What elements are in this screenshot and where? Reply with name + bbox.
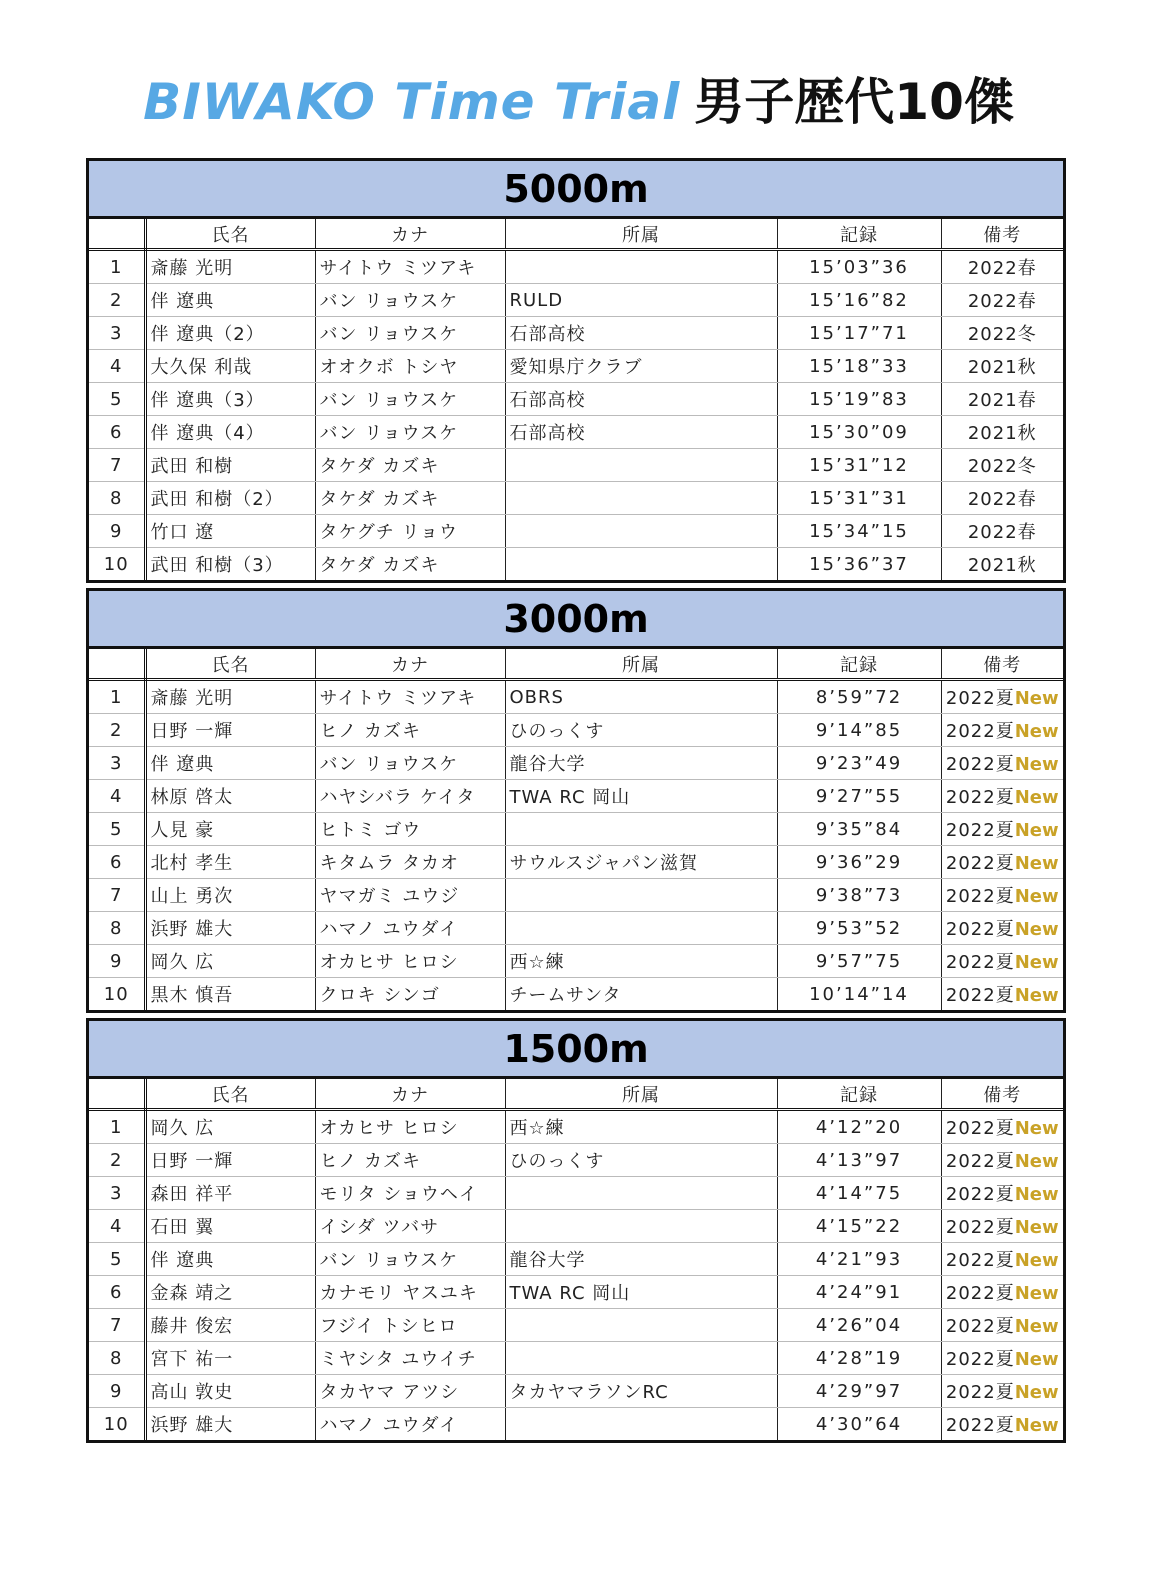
note-cell: [941, 1408, 1063, 1441]
rank-cell: 3: [89, 1177, 145, 1210]
team-cell: 愛知県庁クラブ: [505, 350, 777, 383]
team-cell: [505, 879, 777, 912]
new-badge: New: [1014, 1118, 1059, 1139]
name-cell: 伴 遼典（4）: [145, 416, 315, 449]
kana-cell: キタムラ タカオ: [315, 846, 505, 879]
kana-cell: バン リョウスケ: [315, 317, 505, 350]
rank-cell: 9: [89, 1375, 145, 1408]
name-cell: 武田 和樹（2）: [145, 482, 315, 515]
team-cell: [505, 449, 777, 482]
kana-cell: タケダ カズキ: [315, 548, 505, 581]
column-header-name: 氏名: [145, 1079, 315, 1110]
title-japanese: 男子歴代10傑: [694, 73, 1014, 131]
record-cell: 15’16”82: [777, 284, 941, 317]
table-row: [89, 846, 1063, 879]
name-cell: 高山 敦史: [145, 1375, 315, 1408]
rank-cell: 2: [89, 284, 145, 317]
name-cell: 林原 啓太: [145, 780, 315, 813]
table-row: [89, 879, 1063, 912]
header-row: [89, 1079, 1063, 1110]
name-cell: 武田 和樹（3）: [145, 548, 315, 581]
new-badge: New: [1014, 688, 1059, 709]
note-cell: [941, 284, 1063, 317]
record-cell: 15’31”31: [777, 482, 941, 515]
record-cell: 9’35”84: [777, 813, 941, 846]
note-cell: [941, 383, 1063, 416]
team-cell: 石部高校: [505, 317, 777, 350]
name-cell: 日野 一輝: [145, 714, 315, 747]
kana-cell: モリタ ショウヘイ: [315, 1177, 505, 1210]
record-cell: 15’36”37: [777, 548, 941, 581]
column-header-team: 所属: [505, 649, 777, 680]
record-cell: 4’15”22: [777, 1210, 941, 1243]
table-row: [89, 548, 1063, 581]
note-cell: [941, 846, 1063, 879]
column-header-team: 所属: [505, 219, 777, 250]
table-row: [89, 680, 1063, 714]
rank-cell: 6: [89, 416, 145, 449]
kana-cell: タケダ カズキ: [315, 449, 505, 482]
new-badge: New: [1014, 886, 1059, 907]
season-label: 2022春: [967, 522, 1037, 543]
note-cell: [941, 945, 1063, 978]
season-label: 2022夏: [945, 1250, 1015, 1271]
team-cell: 龍谷大学: [505, 1243, 777, 1276]
note-cell: [941, 1110, 1063, 1144]
season-label: 2022夏: [945, 1151, 1015, 1172]
record-cell: 15’19”83: [777, 383, 941, 416]
table-row: [89, 1408, 1063, 1441]
table-row: [89, 912, 1063, 945]
name-cell: 斎藤 光明: [145, 680, 315, 714]
kana-cell: オカヒサ ヒロシ: [315, 1110, 505, 1144]
page-title: [0, 72, 1157, 132]
season-label: 2022夏: [945, 1415, 1015, 1436]
rank-cell: 5: [89, 813, 145, 846]
name-cell: 岡久 広: [145, 945, 315, 978]
rank-cell: 7: [89, 879, 145, 912]
kana-cell: ハマノ ユウダイ: [315, 912, 505, 945]
ranking-table: [89, 1079, 1063, 1440]
new-badge: New: [1014, 820, 1059, 841]
rank-cell: 2: [89, 1144, 145, 1177]
team-cell: TWA RC 岡山: [505, 780, 777, 813]
new-badge: New: [1014, 985, 1059, 1006]
record-cell: 15’18”33: [777, 350, 941, 383]
rank-cell: 4: [89, 1210, 145, 1243]
note-cell: [941, 350, 1063, 383]
note-cell: [941, 1309, 1063, 1342]
record-cell: 4’13”97: [777, 1144, 941, 1177]
rank-cell: 2: [89, 714, 145, 747]
name-cell: 北村 孝生: [145, 846, 315, 879]
column-header-record: 記録: [777, 649, 941, 680]
season-label: 2022夏: [945, 754, 1015, 775]
rank-cell: 9: [89, 945, 145, 978]
kana-cell: タケグチ リョウ: [315, 515, 505, 548]
team-cell: [505, 1309, 777, 1342]
note-cell: [941, 813, 1063, 846]
rank-cell: 8: [89, 482, 145, 515]
table-row: [89, 482, 1063, 515]
table-row: [89, 1144, 1063, 1177]
column-header-record: 記録: [777, 219, 941, 250]
note-cell: [941, 1144, 1063, 1177]
name-cell: 伴 遼典（2）: [145, 317, 315, 350]
team-cell: 西☆練: [505, 1110, 777, 1144]
season-label: 2022夏: [945, 985, 1015, 1006]
record-cell: 9’14”85: [777, 714, 941, 747]
table-row: [89, 780, 1063, 813]
record-cell: 4’12”20: [777, 1110, 941, 1144]
title-english: BIWAKO Time Trial: [143, 73, 681, 131]
rank-cell: 10: [89, 548, 145, 581]
column-header-name: 氏名: [145, 649, 315, 680]
records-table-3000m: [86, 588, 1066, 1013]
name-cell: 浜野 雄大: [145, 912, 315, 945]
name-cell: 岡久 広: [145, 1110, 315, 1144]
kana-cell: ヒノ カズキ: [315, 1144, 505, 1177]
season-label: 2022冬: [967, 324, 1037, 345]
table-row: [89, 1210, 1063, 1243]
table-row: [89, 383, 1063, 416]
name-cell: 宮下 祐一: [145, 1342, 315, 1375]
table-row: [89, 515, 1063, 548]
column-header-kana: カナ: [315, 649, 505, 680]
column-header-name: 氏名: [145, 219, 315, 250]
season-label: 2022春: [967, 258, 1037, 279]
name-cell: 黒木 慎吾: [145, 978, 315, 1011]
note-cell: [941, 1342, 1063, 1375]
kana-cell: カナモリ ヤスユキ: [315, 1276, 505, 1309]
table-row: [89, 350, 1063, 383]
record-cell: 8’59”72: [777, 680, 941, 714]
name-cell: 石田 翼: [145, 1210, 315, 1243]
record-cell: 15’17”71: [777, 317, 941, 350]
table-row: [89, 449, 1063, 482]
record-cell: 9’36”29: [777, 846, 941, 879]
season-label: 2021秋: [967, 555, 1037, 576]
season-label: 2022夏: [945, 721, 1015, 742]
name-cell: 山上 勇次: [145, 879, 315, 912]
record-cell: 9’27”55: [777, 780, 941, 813]
record-cell: 4’29”97: [777, 1375, 941, 1408]
kana-cell: バン リョウスケ: [315, 1243, 505, 1276]
note-cell: [941, 680, 1063, 714]
rank-cell: 6: [89, 1276, 145, 1309]
team-cell: RULD: [505, 284, 777, 317]
team-cell: チームサンタ: [505, 978, 777, 1011]
table-row: [89, 284, 1063, 317]
team-cell: [505, 1342, 777, 1375]
new-badge: New: [1014, 1382, 1059, 1403]
season-label: 2022夏: [945, 787, 1015, 808]
table-row: [89, 1276, 1063, 1309]
header-row: [89, 219, 1063, 250]
team-cell: [505, 515, 777, 548]
team-cell: 西☆練: [505, 945, 777, 978]
rank-cell: 8: [89, 1342, 145, 1375]
column-header-kana: カナ: [315, 1079, 505, 1110]
kana-cell: ヤマガミ ユウジ: [315, 879, 505, 912]
new-badge: New: [1014, 787, 1059, 808]
table-row: [89, 1309, 1063, 1342]
kana-cell: タカヤマ アツシ: [315, 1375, 505, 1408]
records-table-1500m: [86, 1018, 1066, 1443]
table-row: [89, 250, 1063, 284]
column-header-kana: カナ: [315, 219, 505, 250]
name-cell: 藤井 俊宏: [145, 1309, 315, 1342]
new-badge: New: [1014, 1217, 1059, 1238]
season-label: 2022春: [967, 489, 1037, 510]
kana-cell: オカヒサ ヒロシ: [315, 945, 505, 978]
season-label: 2022夏: [945, 1217, 1015, 1238]
note-cell: [941, 879, 1063, 912]
name-cell: 伴 遼典: [145, 747, 315, 780]
kana-cell: サイトウ ミツアキ: [315, 680, 505, 714]
season-label: 2022夏: [945, 820, 1015, 841]
name-cell: 斎藤 光明: [145, 250, 315, 284]
table-row: [89, 978, 1063, 1011]
name-cell: 人見 豪: [145, 813, 315, 846]
note-cell: [941, 1177, 1063, 1210]
rank-cell: 6: [89, 846, 145, 879]
name-cell: 竹口 遼: [145, 515, 315, 548]
name-cell: 伴 遼典: [145, 1243, 315, 1276]
rank-cell: 1: [89, 250, 145, 284]
kana-cell: ミヤシタ ユウイチ: [315, 1342, 505, 1375]
record-cell: 15’30”09: [777, 416, 941, 449]
team-cell: [505, 1210, 777, 1243]
kana-cell: ハヤシバラ ケイタ: [315, 780, 505, 813]
column-header-note: 備考: [941, 1079, 1063, 1110]
team-cell: OBRS: [505, 680, 777, 714]
season-label: 2021秋: [967, 357, 1037, 378]
team-cell: 龍谷大学: [505, 747, 777, 780]
kana-cell: フジイ トシヒロ: [315, 1309, 505, 1342]
season-label: 2022夏: [945, 1283, 1015, 1304]
event-heading: 3000m: [89, 591, 1063, 649]
rank-cell: 1: [89, 1110, 145, 1144]
note-cell: [941, 449, 1063, 482]
record-cell: 15’34”15: [777, 515, 941, 548]
team-cell: 石部高校: [505, 383, 777, 416]
team-cell: TWA RC 岡山: [505, 1276, 777, 1309]
record-cell: 4’21”93: [777, 1243, 941, 1276]
season-label: 2022夏: [945, 952, 1015, 973]
event-heading: 1500m: [89, 1021, 1063, 1079]
season-label: 2022冬: [967, 456, 1037, 477]
team-cell: [505, 548, 777, 581]
season-label: 2022夏: [945, 1382, 1015, 1403]
table-row: [89, 747, 1063, 780]
rank-cell: 3: [89, 747, 145, 780]
note-cell: [941, 416, 1063, 449]
kana-cell: サイトウ ミツアキ: [315, 250, 505, 284]
table-row: [89, 1243, 1063, 1276]
note-cell: [941, 317, 1063, 350]
rank-cell: 10: [89, 1408, 145, 1441]
header-row: [89, 649, 1063, 680]
table-row: [89, 714, 1063, 747]
new-badge: New: [1014, 1250, 1059, 1271]
team-cell: ひのっくす: [505, 714, 777, 747]
record-cell: 9’53”52: [777, 912, 941, 945]
season-label: 2021秋: [967, 423, 1037, 444]
kana-cell: ヒトミ ゴウ: [315, 813, 505, 846]
record-cell: 4’24”91: [777, 1276, 941, 1309]
note-cell: [941, 482, 1063, 515]
kana-cell: クロキ シンゴ: [315, 978, 505, 1011]
kana-cell: バン リョウスケ: [315, 416, 505, 449]
new-badge: New: [1014, 1151, 1059, 1172]
record-cell: 4’26”04: [777, 1309, 941, 1342]
season-label: 2022夏: [945, 1184, 1015, 1205]
rank-cell: 1: [89, 680, 145, 714]
note-cell: [941, 978, 1063, 1011]
name-cell: 森田 祥平: [145, 1177, 315, 1210]
kana-cell: バン リョウスケ: [315, 747, 505, 780]
team-cell: タカヤマラソンRC: [505, 1375, 777, 1408]
rank-cell: 5: [89, 383, 145, 416]
team-cell: [505, 813, 777, 846]
rank-cell: 7: [89, 1309, 145, 1342]
record-cell: 15’03”36: [777, 250, 941, 284]
note-cell: [941, 1375, 1063, 1408]
new-badge: New: [1014, 1415, 1059, 1436]
kana-cell: ハマノ ユウダイ: [315, 1408, 505, 1441]
kana-cell: ヒノ カズキ: [315, 714, 505, 747]
name-cell: 浜野 雄大: [145, 1408, 315, 1441]
new-badge: New: [1014, 853, 1059, 874]
column-header-team: 所属: [505, 1079, 777, 1110]
note-cell: [941, 1210, 1063, 1243]
ranking-table: [89, 219, 1063, 580]
rank-cell: 5: [89, 1243, 145, 1276]
note-cell: [941, 515, 1063, 548]
column-header-rank: [89, 1079, 145, 1110]
kana-cell: オオクボ トシヤ: [315, 350, 505, 383]
note-cell: [941, 1276, 1063, 1309]
team-cell: [505, 1177, 777, 1210]
note-cell: [941, 714, 1063, 747]
team-cell: ひのっくす: [505, 1144, 777, 1177]
team-cell: [505, 482, 777, 515]
kana-cell: バン リョウスケ: [315, 383, 505, 416]
name-cell: 武田 和樹: [145, 449, 315, 482]
name-cell: 伴 遼典: [145, 284, 315, 317]
rank-cell: 10: [89, 978, 145, 1011]
new-badge: New: [1014, 952, 1059, 973]
kana-cell: イシダ ツバサ: [315, 1210, 505, 1243]
season-label: 2022夏: [945, 919, 1015, 940]
season-label: 2022夏: [945, 1118, 1015, 1139]
note-cell: [941, 1243, 1063, 1276]
new-badge: New: [1014, 1184, 1059, 1205]
rank-cell: 8: [89, 912, 145, 945]
note-cell: [941, 548, 1063, 581]
season-label: 2022夏: [945, 1349, 1015, 1370]
record-cell: 10’14”14: [777, 978, 941, 1011]
season-label: 2021春: [967, 390, 1037, 411]
table-row: [89, 1342, 1063, 1375]
season-label: 2022夏: [945, 688, 1015, 709]
rank-cell: 4: [89, 350, 145, 383]
team-cell: 石部高校: [505, 416, 777, 449]
column-header-record: 記録: [777, 1079, 941, 1110]
column-header-rank: [89, 649, 145, 680]
note-cell: [941, 780, 1063, 813]
note-cell: [941, 747, 1063, 780]
record-cell: 4’28”19: [777, 1342, 941, 1375]
team-cell: [505, 912, 777, 945]
note-cell: [941, 250, 1063, 284]
event-heading: 5000m: [89, 161, 1063, 219]
record-cell: 4’14”75: [777, 1177, 941, 1210]
table-row: [89, 416, 1063, 449]
new-badge: New: [1014, 919, 1059, 940]
name-cell: 大久保 利哉: [145, 350, 315, 383]
table-row: [89, 945, 1063, 978]
column-header-note: 備考: [941, 219, 1063, 250]
season-label: 2022夏: [945, 853, 1015, 874]
team-cell: [505, 1408, 777, 1441]
new-badge: New: [1014, 1283, 1059, 1304]
season-label: 2022夏: [945, 886, 1015, 907]
table-row: [89, 1177, 1063, 1210]
table-row: [89, 813, 1063, 846]
season-label: 2022夏: [945, 1316, 1015, 1337]
record-cell: 4’30”64: [777, 1408, 941, 1441]
new-badge: New: [1014, 1349, 1059, 1370]
note-cell: [941, 912, 1063, 945]
column-header-note: 備考: [941, 649, 1063, 680]
table-row: [89, 317, 1063, 350]
team-cell: [505, 250, 777, 284]
column-header-rank: [89, 219, 145, 250]
ranking-table: [89, 649, 1063, 1010]
kana-cell: タケダ カズキ: [315, 482, 505, 515]
name-cell: 日野 一輝: [145, 1144, 315, 1177]
record-cell: 9’23”49: [777, 747, 941, 780]
table-row: [89, 1110, 1063, 1144]
rank-cell: 4: [89, 780, 145, 813]
new-badge: New: [1014, 1316, 1059, 1337]
team-cell: サウルスジャパン滋賀: [505, 846, 777, 879]
new-badge: New: [1014, 754, 1059, 775]
table-row: [89, 1375, 1063, 1408]
rank-cell: 9: [89, 515, 145, 548]
record-cell: 15’31”12: [777, 449, 941, 482]
rank-cell: 7: [89, 449, 145, 482]
name-cell: 伴 遼典（3）: [145, 383, 315, 416]
kana-cell: バン リョウスケ: [315, 284, 505, 317]
record-cell: 9’57”75: [777, 945, 941, 978]
new-badge: New: [1014, 721, 1059, 742]
records-table-5000m: [86, 158, 1066, 583]
record-cell: 9’38”73: [777, 879, 941, 912]
name-cell: 金森 靖之: [145, 1276, 315, 1309]
rank-cell: 3: [89, 317, 145, 350]
season-label: 2022春: [967, 291, 1037, 312]
